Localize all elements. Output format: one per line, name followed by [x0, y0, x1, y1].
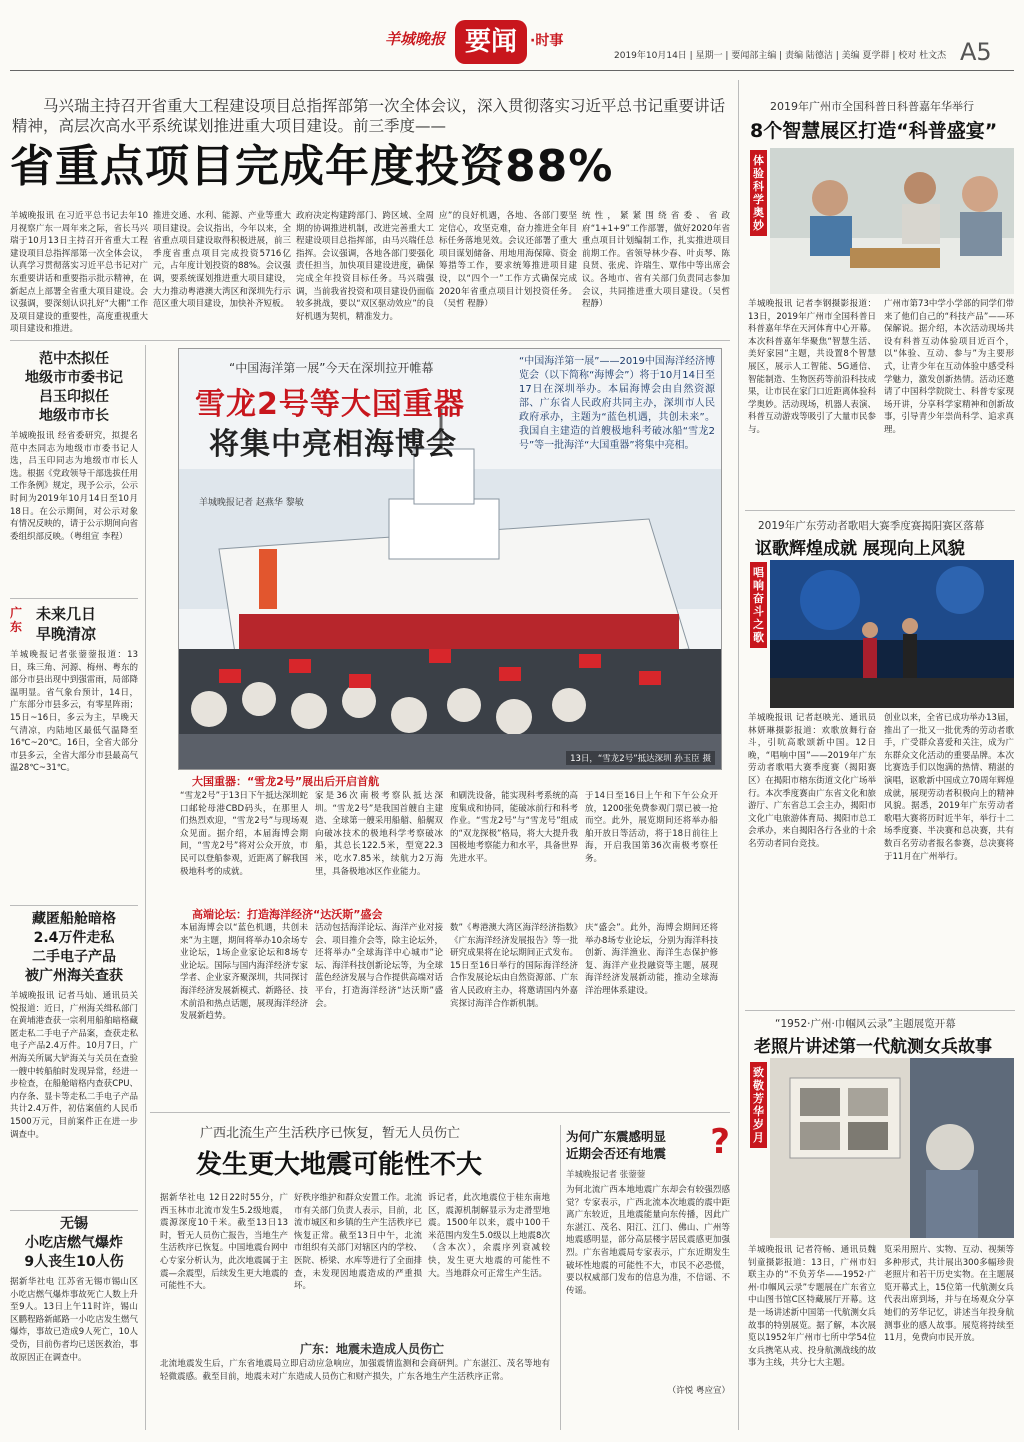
newspaper-logo: 羊城晚报 — [385, 30, 446, 48]
lead-column-1: 羊城晚报讯 在习近平总书记去年10月视察广东一周年来之际，省长马兴瑞于10月13日主持召开省重大工程建设项目总指挥部第一次全体会议，认真学习贯彻落实习近平总书记对广东重要讲话和重要指示批示精神，在新起点上部署全省重大项目建设。会议强调，要深刻认识扎好“大棚”工作及项目建设的重要性，高度重视重大项目建设和推进。 — [10, 211, 148, 334]
exhibit-tag: 致敬芳华岁月 — [750, 1062, 767, 1148]
feature-sub1-col1: “雪龙2号”于13日下午抵达深圳蛇口邮轮母港CBD码头，在那里人们热烈欢迎，“雪龙2号”与现场观众见面。据介绍，本届海博会期间，“雪龙2号”将对公众开放，市民可以登船参观，近距离了解我国极地科考的成就。 — [180, 791, 308, 877]
page-number: A5 — [960, 38, 992, 66]
brief-appointment-body: 羊城晚报讯 经省委研究，拟提名范中杰同志为地级市市委书记人选，吕玉印同志为地级市市长人选。根据《党政领导干部选拔任用工作条例》规定，现予公示，公示时间为2019年10月14日至10月18日。在公示期间，对公示对象有情况反映的，请于公示期间向省委组织部反映。（粤组宣 李程） — [10, 431, 138, 542]
feature-byline: 羊城晚报记者 赵燕华 黎敏 — [199, 498, 304, 508]
lead-bottom-rule — [10, 340, 730, 341]
exhibit-photo — [770, 1058, 1014, 1238]
exhibit-kicker: “1952·广州·巾帼风云录”主题展览开幕 — [775, 1018, 956, 1030]
science-kicker: 2019年广州市全国科普日科普嘉年华举行 — [770, 100, 974, 113]
science-headline: 8个智慧展区打造“科普盛宴” — [750, 120, 998, 142]
feature-box — [178, 348, 722, 770]
qa-divider — [560, 1125, 561, 1430]
contest-photo — [770, 560, 1014, 708]
exhibit-col1: 羊城晚报讯 记者符畅、通讯员魏钊童摄影报道：13日，广州市妇联主办的“不负芳华——1952·广州·巾帼风云录”专题展在广东省立中山图书馆C区特藏展厅开幕。这是一场讲述新中国第一代航测女兵故事的特别展览。据了解，本次展览以1952年广州市七所中学54位女兵携笔从戎、投身航测战线的故事为主线，共分七大主题。 — [748, 1245, 876, 1369]
contest-col1: 羊城晚报讯 记者赵映光、通讯员林妍琳摄影报道：欢歌放舞行奋斗，引吭高歌颂新中国。12日晚，“唱响中国”——2019年广东劳动者歌唱大赛季度赛（揭阳赛区）在揭阳市榕东街道文化广场举行。本次季度赛由广东省文化和旅游厅、广东省总工会主办，揭阳市文化广电旅游体育局、揭阳市总工会承办，来自揭阳各行各业的十余名劳动者同台竞技。 — [748, 713, 876, 849]
feature-sub2-col3: 数”《粤港澳大湾区海洋经济指数》《广东海洋经济发展报告》等一批研究成果将在论坛期间正式发布。15日至16日举行的国际海洋经济合作发展论坛由自然资源部、广东省人民政府主办，将邀请国内外嘉宾探讨海洋合作新机制。 — [450, 923, 578, 1009]
feature-sub2-col1: 本届海博会以“蓝色机遇，共创未来”为主题，期间将举办10余场专业论坛，1场企业家论坛和8场专业论坛。国际与国内海洋经济专家学者、企业家齐聚深圳，共同探讨海洋经济发展新模式、新路径、技术前沿和热点话题，展现海洋经济发展新趋势。 — [180, 923, 308, 1022]
brief-rule-2 — [10, 905, 138, 906]
quake-headline: 发生更大地震可能性不大 — [196, 1150, 483, 1180]
science-photo — [770, 148, 1014, 294]
masthead-rule — [10, 70, 1014, 71]
lead-column-3: 政府决定构建跨部门、跨区域、全周期的协调推进机制，改进完善重大工程建设项目总指挥部，由马兴瑞任总指挥。会议强调，各地各部门要强化责任担当，加快项目建设进度，确保完成全年投资目标任务。马兴瑞强调，当前我省投资和项目建设仍面临较多挑战，要以“双区驱动效应”的良好机遇为契机，精准发力。 — [296, 211, 434, 322]
right-rule-2 — [745, 1010, 1015, 1011]
qa-box — [566, 1122, 730, 1396]
contest-kicker: 2019年广东劳动者歌唱大赛季度赛揭阳赛区落幕 — [758, 520, 985, 532]
exhibit-headline: 老照片讲述第一代航测女兵故事 — [754, 1037, 992, 1057]
feature-sub1-col3: 和刷洗设备，能实现科考系统的高度集成和协同，能破冰前行和科考作业。“雪龙2号”与“雪龙号”组成的“双龙探极”格局，将大大提升我国极地考察能力和水平，具备世界先进水平。 — [450, 791, 578, 864]
feature-subhead-2: 高端论坛：打造海洋经济“达沃斯”盛会 — [192, 908, 383, 921]
brief-explosion-body: 据新华社电 江苏省无锡市锡山区小吃店燃气爆炸事故死亡人数上升至9人。13日上午11时许，锡山区鹏程路新邮路一小吃店发生燃气爆炸，事故已造成9人死亡，10人受伤，目前伤者均已送医救治，事故原因正在调查中。 — [10, 1277, 138, 1363]
question-mark-icon: ? — [710, 1122, 730, 1162]
science-col2: 广州市第73中学小学部的同学们带来了他们自己的“科技产品”——环保解说。据介绍，本次活动现场共设有科普互动体验项目近百个，以“体验、互动、参与”为主要形式，让青少年在互动体验中感受科学魅力，激发创新热情。活动还邀请了中国科学院院士、科普专家现场开讲，分享科学家精神和创新故事，引导青少年崇尚科学、追求真理。 — [884, 299, 1014, 435]
qa-headline: 为何广东震感明显 近期会否还有地震 — [566, 1129, 667, 1161]
lead-headline: 省重点项目完成年度投资88% — [10, 141, 614, 192]
contest-headline: 讴歌辉煌成就 展现向上风貌 — [755, 539, 965, 559]
feature-bottom-rule — [150, 1112, 730, 1113]
feature-photo-caption: 13日，“雪龙2号”抵达深圳 孙玉臣 摄 — [566, 751, 715, 765]
science-tag: 体验科学奥妙 — [750, 150, 767, 236]
quake-col3: 诉记者，此次地震位于桂东南地区，震源机制解显示为走滑型地震。1500年以来，震中100千米范围内发生5.0级以上地震8次（含本次），余震序列衰减较快，发生更大地震的可能性不大。当地群众可正常生产生活。 — [428, 1193, 550, 1279]
feature-headline-line2: 将集中亮相海博会 — [209, 427, 457, 462]
right-rule-1 — [745, 510, 1015, 511]
brief-explosion — [10, 1215, 138, 1416]
date-line: 2019年10月14日 | 星期一 | 要闻部主编 | 责编 陆德洁 | 美编 夏学群 | 校对 杜文杰 — [614, 51, 947, 61]
lead-column-5: 统性，紧紧围绕省委、省政府“1+1+9”工作部署，做好2020年省重点项目计划编制工作，扎实推进项目前期工作。省领导林少春、叶贞琴、陈良贤、张虎、许瑞生、覃伟中等出席会议。各地市、省有关部门负责同志参加会议，共同推进重大项目建设。（吴哲 程静） — [582, 211, 730, 310]
qa-byline: 羊城晚报记者 张蓥蓥 — [566, 1170, 646, 1180]
feature-headline-line1: 雪龙2号等大国重器 — [195, 387, 465, 422]
lead-column-2: 推进交通、水利、能源、产业等重大项目建设。会议指出，今年以来，全省重点项目建设取得积极进展，前三季度省重点项目完成投资5716亿元，占年度计划投资的88%。会议强调，要系统谋划推进重大项目建设，大力推动粤港澳大湾区和深圳先行示范区重大项目建设，加快补齐短板。 — [153, 211, 291, 310]
feature-sub1-col2: 家是36次南极考察队抵达深圳。“雪龙2号”是我国首艘自主建造、全球第一艘采用船艏、船艉双向破冰技术的极地科学考察破冰船，其总长122.5米，型宽22.3米，吃水7.85米，续航力2万海里，具备极地冰区作业能力。 — [315, 791, 443, 877]
brief-rule-3 — [10, 1210, 138, 1211]
feature-sub2-col4: 庆“盛会”。此外，海博会期间还将举办8场专业论坛，分别为海洋科技创新、海洋渔业、海洋生态保护修复、海洋产业投融资等主题，展现海洋经济发展新动能，推动全球海洋治理体系建设。 — [585, 923, 718, 996]
right-column-divider — [738, 80, 739, 1430]
science-col1: 羊城晚报讯 记者李钢摄影报道：13日，2019年广州市全国科普日科普嘉年华在天河体育中心开幕。本次科普嘉年华聚焦“智慧生活、美好家园”主题，共设置8个智慧展区，展示人工智能、5G通信、智能制造、生物医药等前沿科技成果，让市民在家门口近距离体验科学奥妙。活动现场，机器人表演、科普互动游戏等吸引了大量市民参与。 — [748, 299, 876, 435]
masthead — [0, 0, 1024, 80]
brief-rule-1 — [10, 598, 138, 599]
section-badge — [455, 20, 527, 64]
lead-column-4: 应”的良好机遇，各地、各部门要坚定信心，攻坚克难，奋力推进全年目标任务落地见效。会议还部署了重大项目谋划储备、用地用海保障、资金筹措等工作，要求统筹推进项目建设，以“四个一”工作方式确保完成2020年省重点项目计划投资任务。（吴哲 程静） — [439, 211, 577, 310]
feature-intro: “中国海洋第一展”——2019中国海洋经济博览会（以下简称“海博会”）将于10月14日至17日在深圳举办。本届海博会由自然资源部、广东省人民政府共同主办，深圳市人民政府承办，主题为“蓝色机遇，共创未来”。我国自主建造的首艘极地科考破冰船“雪龙2号”等一批海洋“大国重器”将集中亮相。 — [519, 356, 715, 451]
feature-kicker: “中国海洋第一展”今天在深圳拉开帷幕 — [229, 361, 434, 375]
contest-col2: 创业以来，全省已成功举办13届，推出了一批又一批优秀的劳动者歌手，广受群众喜爱和关注，成为广东群众文化活动的重要品牌。本次比赛选手们以饱满的热情、精湛的演唱，讴歌新中国成立70周年辉煌成就，展现劳动者积极向上的精神风貌。据悉，2019年广东劳动者歌唱大赛将历时近半年，举行十二场季度赛、半决赛和总决赛，共有数百名劳动者报名参赛，总决赛将于11月在广州举行。 — [884, 713, 1014, 862]
subsection-title: ·时事 — [530, 33, 564, 49]
quake-subhead: 广东：地震未造成人员伤亡 — [300, 1342, 445, 1356]
section-title: 要闻 — [464, 27, 517, 57]
quake-kicker: 广西北流生产生活秩序已恢复，暂无人员伤亡 — [200, 1126, 461, 1141]
weather-region-tag: 广东 — [10, 606, 23, 634]
feature-subhead-1: 大国重器：“雪龙2号”展出后开启首航 — [192, 775, 380, 788]
exhibit-col2: 览采用照片、实物、互动、视频等多种形式，共计展出300多幅珍贵老照片和若干历史实物。在主题展览开幕式上，15位第一代航测女兵代表出席到场，并与在场观众分享她们的芳华记忆，讲述当年投身航测事业的感人故事。展览将持续至11月，免费向市民开放。 — [884, 1245, 1014, 1344]
brief-customs-body: 羊城晚报讯 记者马灿、通讯员关悦报道：近日，广州海关缉私部门在黄埔港查获一宗利用船舶暗格藏匿走私二手电子产品案，查获走私电子产品2.4万件。10月7日，广州海关所属大铲海关与关员在查验一艘中转船舶时发现异常，经进一步检查，在船舱暗格内查获CPU、内存条、显卡等走私二手电子产品共计2.4万件，初估案值约人民币1500万元，目前案件正在进一步调查中。 — [10, 991, 138, 1140]
qa-signature: （许悦 粤应宣） — [667, 1386, 730, 1396]
left-column-divider — [145, 345, 146, 1430]
feature-sub1-col4: 于14日至16日上午和下午公众开放，1200张免费参观门票已被一抢而空。此外，展览期间还将举办船舶开放日等活动，将于18日前往上海，开启我国第36次南极考察任务。 — [585, 791, 718, 864]
quake-sub-body: 北流地震发生后，广东省地震局立即启动应急响应，加强震情监测和会商研判。广东湛江、茂名等地有轻微震感。截至目前，地震未对广东造成人员伤亡和财产损失，广东各地生产生活秩序正常。 — [160, 1359, 550, 1382]
brief-weather-headline: 未来几日 早晚清凉 — [36, 605, 97, 643]
brief-customs-headline: 藏匿船舱暗格 2.4万件走私 二手电子产品 被广州海关查获 — [25, 911, 123, 984]
qa-body: 为何北流广西本地地震广东却会有较强烈感觉？专家表示，广西北流本次地震的震中距离广东较近，且地震能量向东传播，因此广东湛江、茂名、阳江、江门、佛山、广州等地震感明显，部分高层楼宇居民震感更加强烈。广东省地震局专家表示，广东近期发生破坏性地震的可能性不大，市民不必恐慌，要以权威部门发布的信息为准，不信谣、不传谣。 — [566, 1185, 730, 1296]
brief-appointment-headline: 范中杰拟任 地级市市委书记 吕玉印拟任 地级市市长 — [25, 351, 123, 424]
contest-tag: 唱响奋斗之歌 — [750, 562, 767, 648]
brief-weather — [10, 604, 138, 879]
feature-sub2-col2: 活动包括海洋论坛、海洋产业对接会、项目推介会等，除主论坛外，还将举办“全球海洋中心城市”论坛、海洋科技创新论坛等，为全球蓝色经济发展与合作提供高端对话平台，打造海洋经济“达沃斯”盛会。 — [315, 923, 443, 1009]
brief-customs — [10, 910, 138, 1212]
quake-col1: 据新华社电 12日22时55分，广西玉林市北流市发生5.2级地震，震源深度10千米。截至13日13时，暂无人员伤亡报告，当地生产生活秩序已恢复。中国地震台网中心专家分析认为，此次地震属于主震—余震型，后续发生更大地震的可能性不大。 — [160, 1193, 288, 1292]
brief-explosion-headline: 无锡 小吃店燃气爆炸 9人丧生10人伤 — [24, 1216, 124, 1270]
quake-col2: 好秩序维护和群众安置工作。北流市有关部门负责人表示，目前，北流市城区和乡镇的生产生活秩序已恢复正常。截至13日中午，北流市组织有关部门对辖区内的学校、医院、桥梁、水库等进行了全面排查，未发现因地震造成的严重损坏。 — [294, 1193, 422, 1292]
lead-kicker: 马兴瑞主持召开省重大工程建设项目总指挥部第一次全体会议，深入贯彻落实习近平总书记重要讲话精神，高层次高水平系统谋划推进重大项目建设。前三季度—— — [12, 97, 726, 135]
brief-appointment — [10, 350, 138, 583]
brief-weather-body: 羊城晚报记者张蓥蓥报道：13日，珠三角、河源、梅州、粤东的部分市县出现中到强雷雨，局部降温明显。省气象台预计，14日，广东部分市县多云，有零星阵雨；15日~16日，多云为主，早晚天气清凉，内陆地区最低气温降至16℃~20℃。16日，全省大部分市县多云，全省大部分市县最高气温28℃~31℃。 — [10, 650, 138, 774]
